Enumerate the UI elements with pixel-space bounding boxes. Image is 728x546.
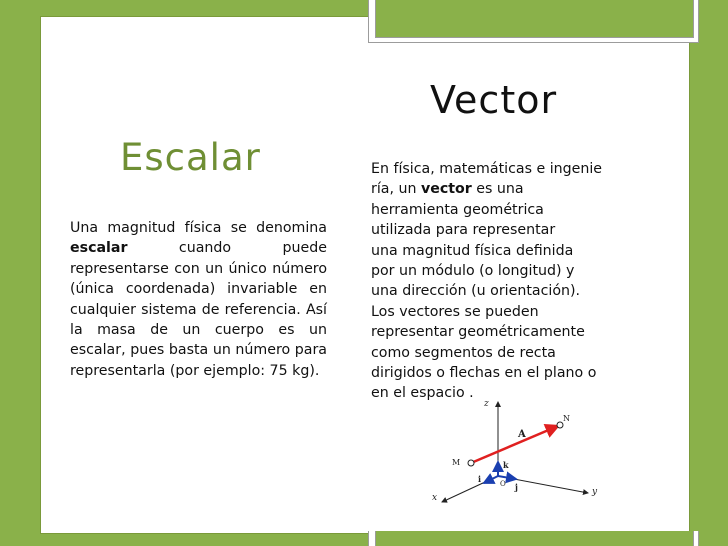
vector-line-1: En física, matemáticas e ingenie — [371, 161, 603, 177]
vector-line-10: como segmentos de recta — [371, 344, 556, 361]
point-n-label: N — [563, 414, 570, 423]
escalar-keyword: escalar — [70, 240, 128, 257]
vector-line-12: en el espacio . — [371, 385, 474, 402]
vector-title: Vector — [430, 78, 558, 122]
vector-line-5: una magnitud física definida — [371, 242, 574, 259]
vector-line-3: herramienta geométrica — [371, 201, 544, 218]
z-axis-label: z — [484, 399, 489, 409]
unit-j-label: j — [515, 482, 518, 492]
top-decoration-bar — [375, 0, 694, 38]
vector-keyword: vector — [420, 181, 472, 198]
vector-diagram — [420, 390, 620, 516]
vector-line-9: representar geométricamente — [371, 324, 585, 341]
point-m-label: M — [452, 458, 461, 467]
unit-i-label: i — [478, 474, 482, 484]
x-axis-label: x — [432, 493, 438, 503]
vector-a-label: A — [518, 429, 526, 440]
origin-label: O — [500, 480, 506, 488]
escalar-text-part2: cuando puede representarse con un único número (única coordenada) invariable en cualquier sistema de referencia. Así la masa de un cuerpo es un escalar, pues basta un número para representarla (por ejemplo: 75 kg). — [70, 240, 327, 379]
unit-j-arrow — [498, 476, 516, 479]
vector-line-6: por un módulo (o longitud) y — [371, 263, 575, 280]
vector-paragraph — [371, 159, 633, 404]
bottom-decoration-bar — [375, 531, 694, 546]
vector-line-2: ría, un vector es una — [371, 181, 524, 198]
escalar-text-part1: Una magnitud física se denomina — [70, 220, 327, 236]
unit-i-arrow — [484, 476, 498, 483]
vector-line-4: utilizada para representar — [371, 222, 556, 239]
vector-a-arrow — [471, 426, 558, 463]
unit-k-label: k — [503, 460, 509, 470]
vector-line-8: Los vectores se pueden — [371, 303, 539, 320]
y-axis-label: y — [592, 487, 598, 497]
vector-line-7: una dirección (u orientación). — [371, 283, 581, 300]
vector-line-11: dirigidos o flechas en el plano o — [371, 365, 597, 382]
escalar-title: Escalar — [120, 136, 261, 179]
point-m — [468, 460, 474, 466]
escalar-paragraph — [70, 218, 327, 381]
